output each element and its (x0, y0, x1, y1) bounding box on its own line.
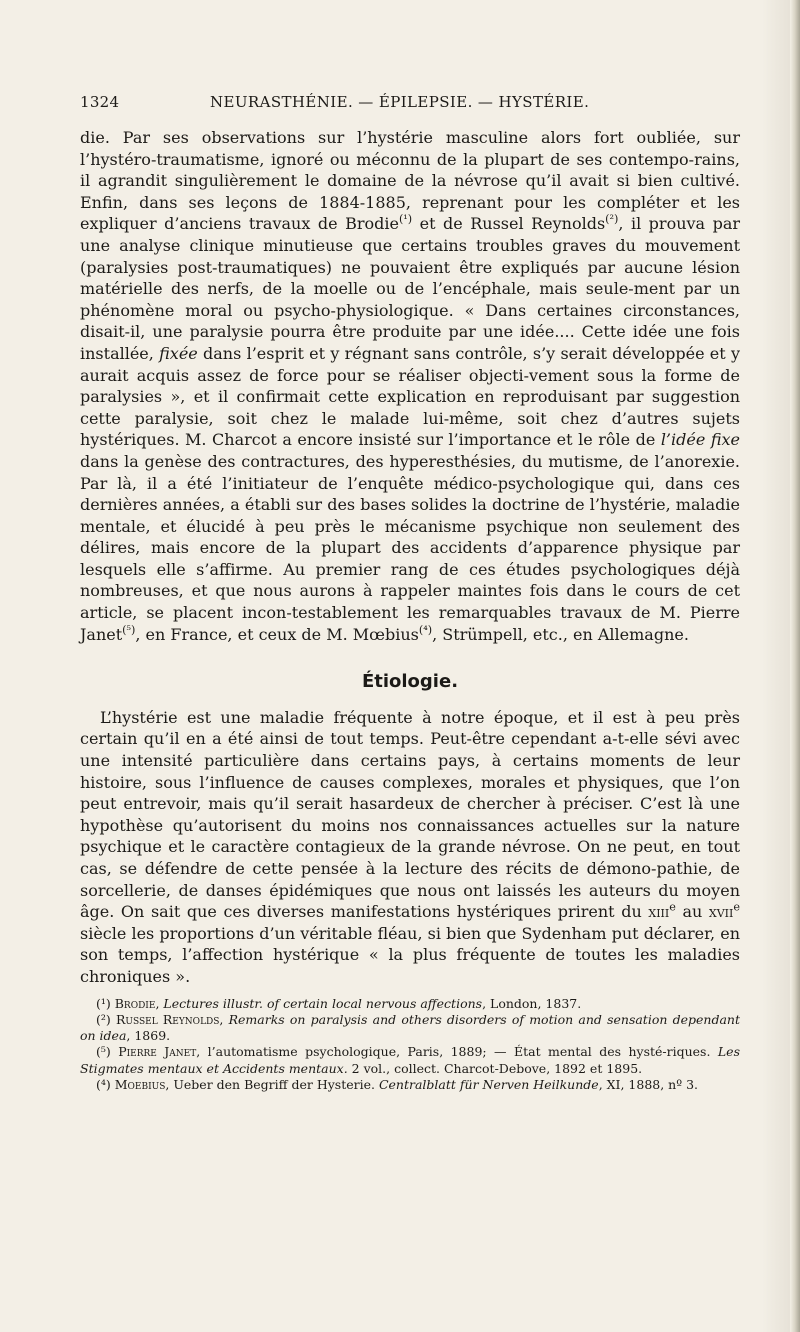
running-head (80, 93, 740, 119)
footnote-3: (⁵) Pierre Janet, l’automatisme psychologique, Paris, 1889; — État mental des hysté-riques. Les Stigmates mentaux et Accidents mentaux. 2 vol., collect. Charcot-Debove, 1892 et 1895. (80, 1044, 740, 1076)
book-page (80, 93, 740, 1093)
century-xvii: xvii (708, 902, 734, 922)
emphasis-idee-fixe: l’idée fixe (660, 430, 740, 450)
footnote-1: (¹) Brodie, Lectures illustr. of certain local nervous affections, London, 1837. (96, 995, 582, 1011)
footnote-ref-4: (⁴) (418, 623, 433, 637)
footnote-ref-2: (²) (605, 213, 619, 227)
footnotes (80, 996, 740, 1094)
footnote-2: (²) Russel Reynolds, Remarks on paralysis and others disorders of motion and sensation dependant on idea, 1869. (80, 1011, 740, 1044)
emphasis-fixee: fixée (159, 343, 198, 363)
section-heading-etiologie: Étiologie. (361, 671, 459, 693)
running-title: NEURASTHÉNIE. — ÉPILEPSIE. — HYSTÉRIE. (210, 93, 590, 111)
body-text (80, 127, 740, 988)
footnote-ref-1: (¹) (398, 213, 413, 227)
page-edge (790, 0, 800, 1332)
paragraph-history: die. Par ses observations sur l’hystérie masculine alors fort oubliée, sur l’hystéro-traumatisme, ignoré ou méconnu de la plupart de ses contempo-rains, il agrandit singulièrement le domaine de la névrose qu’il avait si bien cultivé. Enfin, dans ses leçons de 1884-1885, reprenant pour les compléter et les expliquer d’anciens travaux de Brodie$^{(^1)}$ et de Russel Reynolds$^{(^2)}$, il prouva par une analyse clinique minutieuse que certains troubles graves du mouvement (paralysies post-traumatiques) ne pouvaient être expliqués par aucune lésion matérielle des nerfs, de la moelle ou de l’encéphale, mais seule-ment par un phénomène moral ou psycho-physiologique. « Dans certaines circonstances, disait-il, une paralysie pourra être produite par une idée.... Cette idée une fois installée, fixée dans l’esprit et y régnant sans contrôle, s’y serait développée et y aurait acquis assez de force pour se réaliser objecti-vement sous la forme de paralysies », et il confirmait cette explication en reproduisant par suggestion cette paralysie, soit chez le malade lui-même, soit chez d’autres sujets hystériques. M. Charcot a encore insisté sur l’importance et le rôle de l’idée fixe dans la genèse des contractures, des hyperesthésies, du mutisme, de l’anorexie. Par là, il a été l’initiateur de l’enquête médico-psychologique qui, dans ces dernières années, a établi sur des bases solides la doctrine de l’hystérie, maladie mentale, et élucidé à peu près le mécanisme psychique non seulement des délires, mais encore de la plupart des accidents d’apparence physique par lesquels elle s’affirme. Au premier rang de ces études psychologiques déjà nombreuses, et que nous aurons à rappeler maintes fois dans le cours de cet article, se placent incon-testablement les remarquables travaux de M. Pierre Janet$^{(^5)}$, en France, et ceux de M. Mœbius$^{(^4)}$, Strümpell, etc., en Allemagne. (80, 128, 741, 644)
paragraph-etiology: L’hystérie est une maladie fréquente à notre époque, et il est à peu près certain qu’il en a été ainsi de tout temps. Peut-être cependant a-t-elle sévi avec une intensité particulière dans certains pays, à certains moments de leur histoire, sous l’influence de causes complexes, morales et physiques, que l’on peut entrevoir, mais qu’il serait hasardeux de chercher à préciser. C’est là une hypothèse qu’autorisent du moins nos connaissances actuelles sur la nature psychique et le caractère contagieux de la grande névrose. On ne peut, en tout cas, se défendre de cette pensée à la lecture des récits de démono-pathie, de sorcellerie, de danses épidémiques que nous ont laissés les auteurs du moyen âge. On sait que ces diverses manifestations hystériques prirent du xiii$^e$ au xvii$^e$ siècle les proportions d’un véritable fléau, si bien que Sydenham put déclarer, en son temps, l’affection hystérique « la plus fréquente de toutes les maladies chroniques ». (80, 707, 740, 986)
page-edge-shadow (762, 0, 790, 1332)
footnote-ref-3: (⁵) (122, 623, 136, 637)
footnote-4: (⁴) Moebius, Ueber den Begriff der Hysterie. Centralblatt für Nerven Heilkunde, XI, 1888, nº 3. (96, 1077, 699, 1093)
page-number: 1324 (80, 93, 120, 111)
century-xiii: xiii (648, 902, 670, 922)
